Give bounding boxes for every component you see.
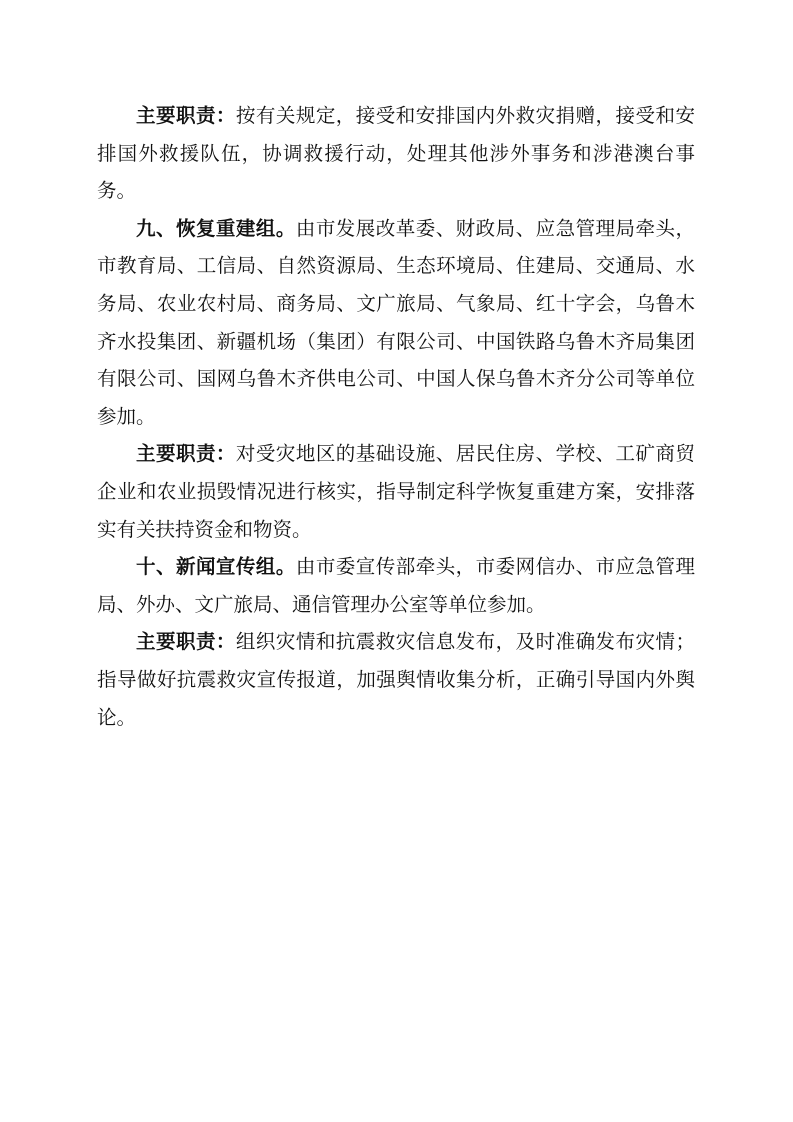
paragraph-text: 由市发展改革委、财政局、应急管理局牵头，市教育局、工信局、自然资源局、生态环境局、住建局、交通局、水务局、农业农村局、商务局、文广旅局、气象局、红十字会，乌鲁木齐水投集团、新疆机场（集团）有限公司、中国铁路乌鲁木齐局集团有限公司、国网乌鲁木齐供电公司、中国人保乌鲁木齐分公司等单位参加。 [97, 216, 695, 428]
paragraph-text: 对受灾地区的基础设施、居民住房、学校、工矿商贸企业和农业损毁情况进行核实，指导制定科学恢复重建方案，安排落实有关扶持资金和物资。 [97, 442, 695, 541]
paragraph-duty-recovery [97, 435, 695, 548]
paragraph-lead: 主要职责： [136, 630, 236, 654]
paragraph-duty-news [97, 623, 695, 736]
paragraph-lead: 九、恢复重建组。 [136, 216, 296, 240]
paragraph-news-group [97, 548, 695, 623]
paragraph-recovery-group [97, 210, 695, 436]
paragraph-lead: 主要职责： [136, 104, 236, 127]
paragraph-text: 按有关规定，接受和安排国内外救灾捐赠，接受和安排国外救援队伍，协调救援行动，处理其他涉外事务和涉港澳台事务。 [97, 104, 695, 203]
paragraph-text: 由市委宣传部牵头，市委网信办、市应急管理局、外办、文广旅局、通信管理办公室等单位参加。 [97, 555, 695, 616]
paragraph-lead: 主要职责： [136, 442, 236, 466]
document-body [97, 97, 695, 736]
paragraph-duty-foreign-affairs [97, 97, 695, 210]
paragraph-lead: 十、新闻宣传组。 [136, 555, 296, 579]
paragraph-text: 组织灾情和抗震救灾信息发布，及时准确发布灾情；指导做好抗震救灾宣传报道，加强舆情收集分析，正确引导国内外舆论。 [97, 630, 695, 729]
